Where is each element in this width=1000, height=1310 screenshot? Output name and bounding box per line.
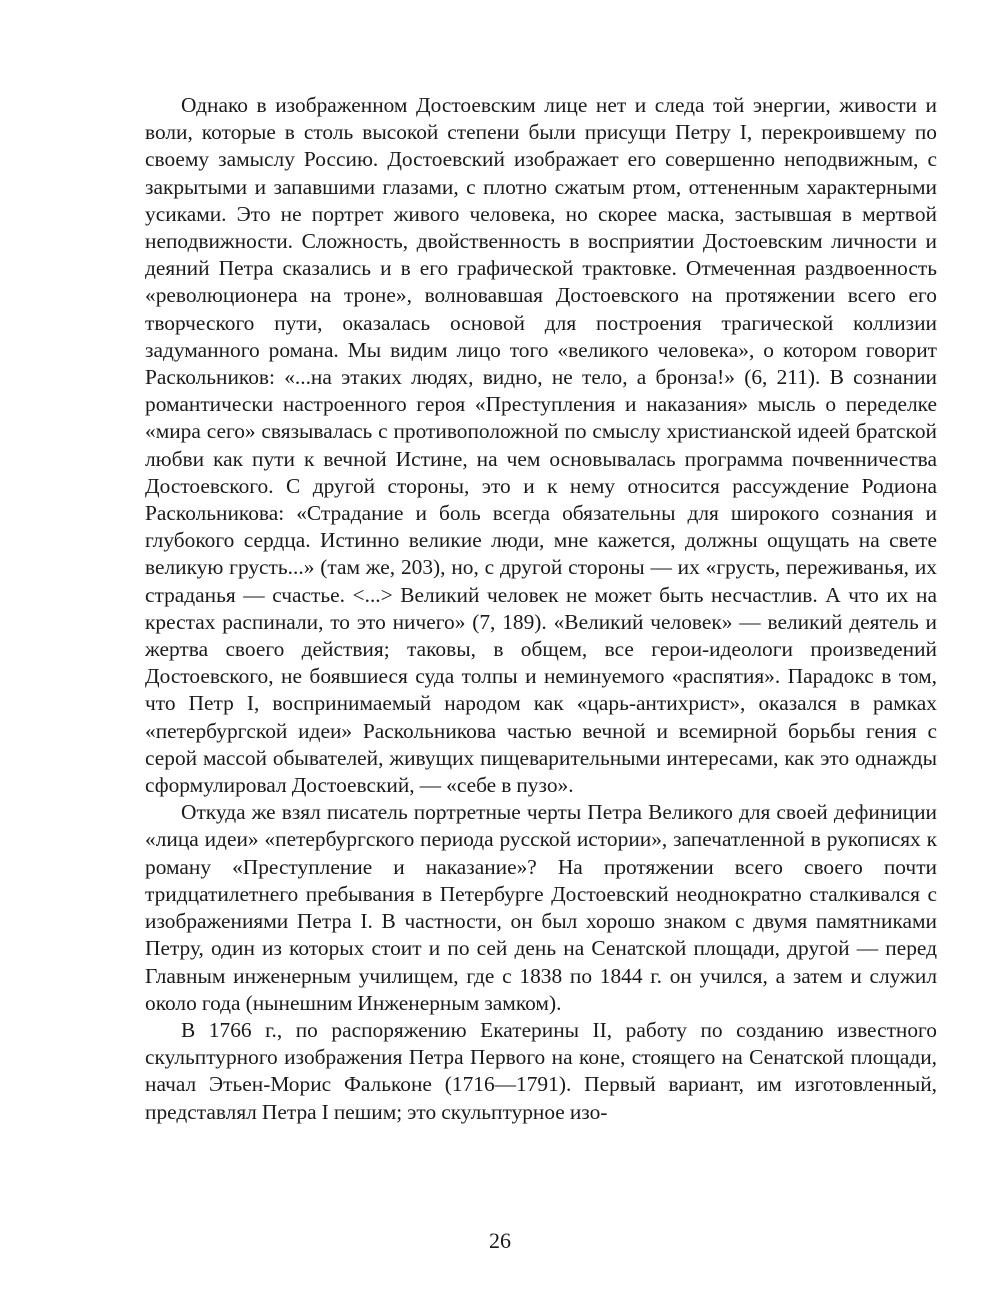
page-number: 26 — [489, 1228, 511, 1253]
paragraph-1: Однако в изображенном Достоевским лице нет и следа той энергии, живости и воли, которые в столь высокой степени были присущи Петру I, перекроившему по своему замыслу Россию. Достоевский изображает его совершенно неподвижным, с закрытыми и запавшими глазами, с плотно сжатым ртом, оттененным характерными усиками. Это не портрет живого человека, но скорее маска, застывшая в мертвой неподвижности. Сложность, двойственность в восприятии Достоевским личности и деяний Петра сказались и в его графической трактовке. Отмеченная раздвоенность «революционера на троне», волновавшая Достоевского на протяжении всего его творческого пути, оказалась основой для построения трагической коллизии задуманного романа. Мы видим лицо того «великого человека», о котором говорит Раскольников: «...на этаких людях, видно, не тело, а бронза!» (6, 211). В сознании романтически настроенного героя «Преступления и наказания» мысль о переделке «мира сего» связывалась с противоположной по смыслу христианской идеей братской любви как пути к вечной Истине, на чем основывалась программа почвенничества Достоевского. С другой стороны, это и к нему относится рассуждение Родиона Раскольникова: «Страдание и боль всегда обязательны для широкого сознания и глубокого сердца. Истинно великие люди, мне кажется, должны ощущать на свете великую грусть...» (там же, 203), но, с другой стороны — их «грусть, переживанья, их страданья — счастье. <...> Великий человек не может быть несчастлив. А что их на крестах распинали, то это ничего» (7, 189). «Великий человек» — великий деятель и жертва своего действия; таковы, в общем, все герои-идеологи произведений Достоевского, не боявшиеся суда толпы и неминуемого «распятия». Парадокс в том, что Петр I, воспринимаемый народом как «царь-антихрист», оказался в рамках «петербургской идеи» Раскольникова частью вечной и всемирной борьбы гения с серой массой обывателей, живущих пищеварительными интересами, как это однажды сформулировал Достоевский, — «себе в пузо». — [145, 93, 937, 798]
paragraph-3: В 1766 г., по распоряжению Екатерины II, работу по созданию известного скульптурного изображения Петра Первого на коне, стоящего на Сенатской площади, начал Этьен-Морис Фальконе (1716—1791). Первый вариант, им изготовленный, представлял Петра I пешим; это скульптурное изо- — [145, 1017, 937, 1124]
paragraph-2: Откуда же взял писатель портретные черты Петра Великого для своей дефиниции «лица идеи» «петербургского периода русской истории», запечатленной в рукописях к роману «Преступление и наказание»? На протяжении всего своего почти тридцатилетнего пребывания в Петербурге Достоевский неоднократно сталкивался с изображениями Петра I. В частности, он был хорошо знаком с двумя памятниками Петру, один из которых стоит и по сей день на Сенатской площади, другой — перед Главным инженерным училищем, где с 1838 по 1844 г. он учился, а затем и служил около года (нынешним Инженерным замком). — [145, 800, 937, 1015]
page-body — [145, 92, 937, 1126]
